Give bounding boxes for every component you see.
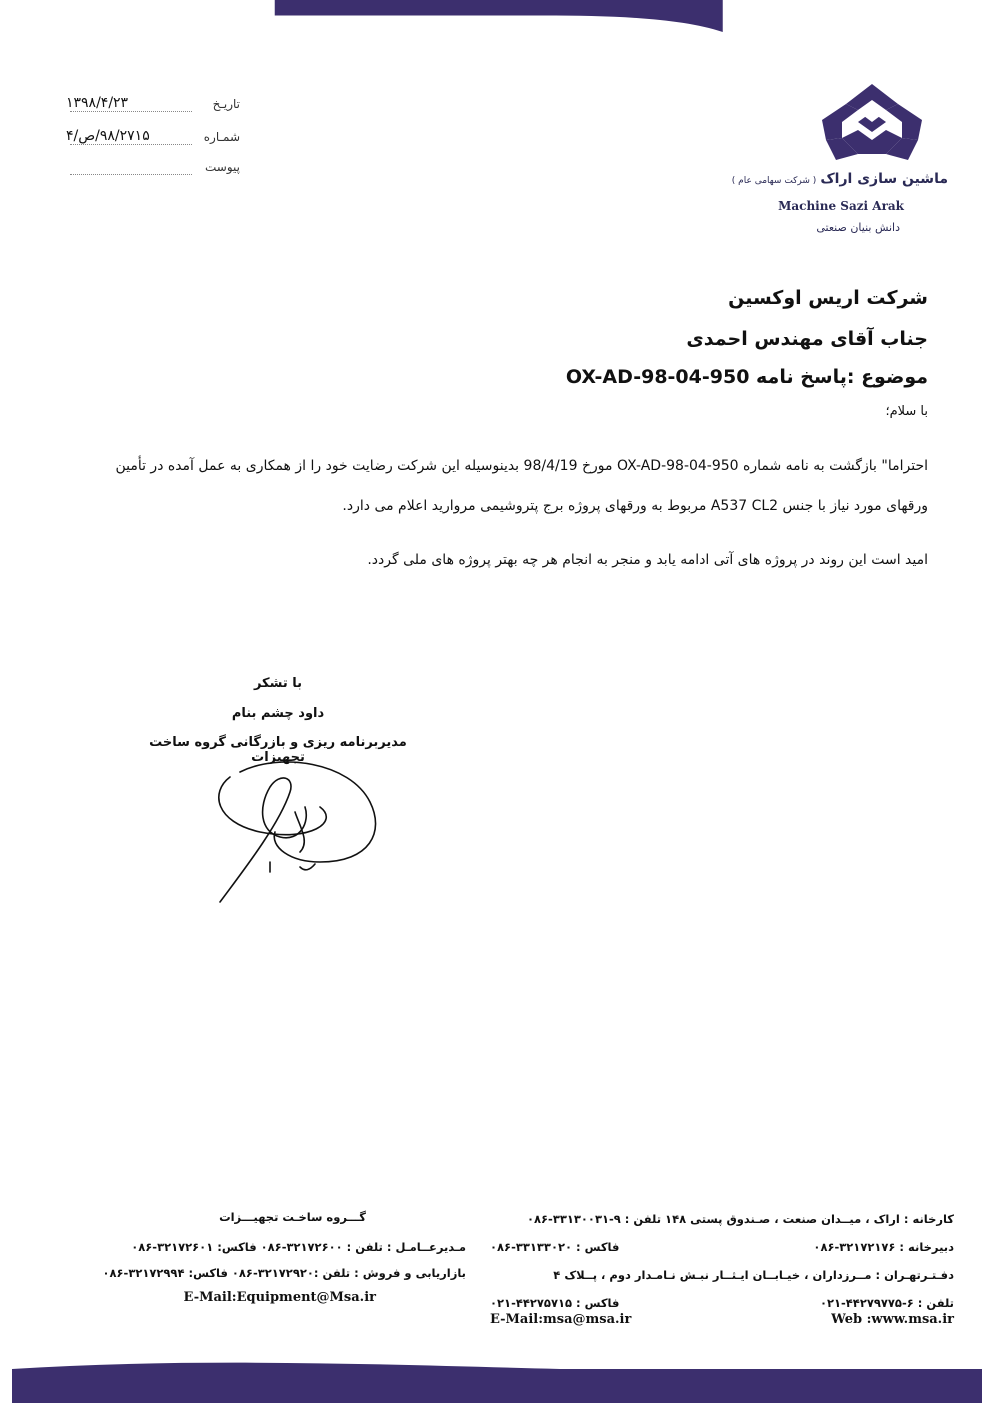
greeting: با سلام؛ bbox=[885, 404, 928, 419]
number-value: ۹۸/۲۷۱۵/ص/۴ bbox=[66, 128, 150, 144]
number-field bbox=[60, 130, 240, 150]
attachment-label: پیوست bbox=[205, 160, 240, 174]
date-field bbox=[60, 97, 240, 117]
number-label: شمـاره bbox=[203, 130, 240, 144]
body-paragraph-1: احتراما" بازگشت به نامه شماره OX-AD-98-04-950 مورخ 98/4/19 بدینوسیله این شرکت رضایت خود را از همکاری به عمل آمده در تأمین ورقهای مورد نیاز با جنس A537 CL2 مربوط به ورقهای پروژه برج پتروشیمی مروارید اعلام می دارد. bbox=[115, 458, 928, 514]
header-band bbox=[0, 0, 992, 32]
handwritten-signature-icon bbox=[200, 752, 390, 912]
date-value: ۱۳۹۸/۴/۲۳ bbox=[66, 95, 129, 111]
footer-secretariat-fax: فاکس : ۳۳۱۳۳۰۲۰-۰۸۶ bbox=[490, 1240, 620, 1254]
body-paragraph-2: امید است این روند در پروژه های آتی ادامه یابد و منجر به انجام هر چه بهتر پروژه های ملی گردد. bbox=[367, 552, 928, 568]
footer-tehran-phone: تلفن : ۶-۴۴۲۷۹۷۷۵-۰۲۱ bbox=[819, 1296, 954, 1310]
attachment-field bbox=[60, 160, 240, 180]
footer-web[interactable]: Web :www.msa.ir bbox=[831, 1312, 954, 1327]
signer-title: مدیربرنامه ریزی و بازرگانی گروه ساخت تجهیزات bbox=[149, 735, 407, 765]
date-label: تاریـخ bbox=[212, 97, 240, 111]
footer-email[interactable]: E-Mail:msa@msa.ir bbox=[490, 1312, 632, 1327]
signer-name: داود چشم بنام bbox=[231, 706, 325, 721]
recipient-person: جناب آقای مهندس احمدی bbox=[686, 328, 928, 350]
footer-group-sales: بازاریابی و فروش : تلفن :۳۲۱۷۲۹۲۰-۰۸۶ فاکس: ۳۲۱۷۲۹۹۴-۰۸۶ bbox=[102, 1266, 466, 1280]
company-name-en: Machine Sazi Arak bbox=[778, 199, 904, 213]
footer-factory: کارخانه : اراک ، میــدان صنعت ، صـندوق پستی ۱۴۸ تلفن : ۹-۳۳۱۳۰۰۳۱-۰۸۶ bbox=[526, 1212, 954, 1226]
footer-group-manager: مـدیرعــامـل : تلفن : ۳۲۱۷۲۶۰۰-۰۸۶ فاکس: ۳۲۱۷۲۶۰۱-۰۸۶ bbox=[131, 1240, 466, 1254]
closing: با تشکر bbox=[253, 676, 303, 691]
footer-group-email[interactable]: E-Mail:Equipment@Msa.ir bbox=[183, 1290, 376, 1305]
footer-group-title: گـــروه ساخـت تجهیـــزات bbox=[219, 1210, 366, 1224]
footer-secretariat: دبیرخانه : ۳۲۱۷۲۱۷۶-۰۸۶ bbox=[813, 1240, 954, 1254]
company-name-fa: ماشین سازی اراک( شرکت سهامی عام ) bbox=[731, 171, 948, 187]
footer-tehran-office: دفـتـرتهـران : مــرزداران ، خیـابــان ایـثــار نبـش نـامـدار دوم ، پــلاک ۴ bbox=[553, 1268, 954, 1282]
company-logo-icon bbox=[812, 82, 932, 164]
recipient-company: شرکت اریس اوکسین bbox=[728, 287, 928, 309]
letter-subject: موضوع :پاسخ نامه OX-AD-98-04-950 bbox=[565, 366, 928, 388]
footer-band bbox=[0, 1357, 992, 1403]
knowledge-based-label: دانش بنیان صنعتی bbox=[816, 221, 900, 234]
footer-tehran-fax: فاکس : ۴۴۲۷۵۷۱۵-۰۲۱ bbox=[490, 1296, 620, 1310]
company-logo bbox=[790, 82, 970, 242]
